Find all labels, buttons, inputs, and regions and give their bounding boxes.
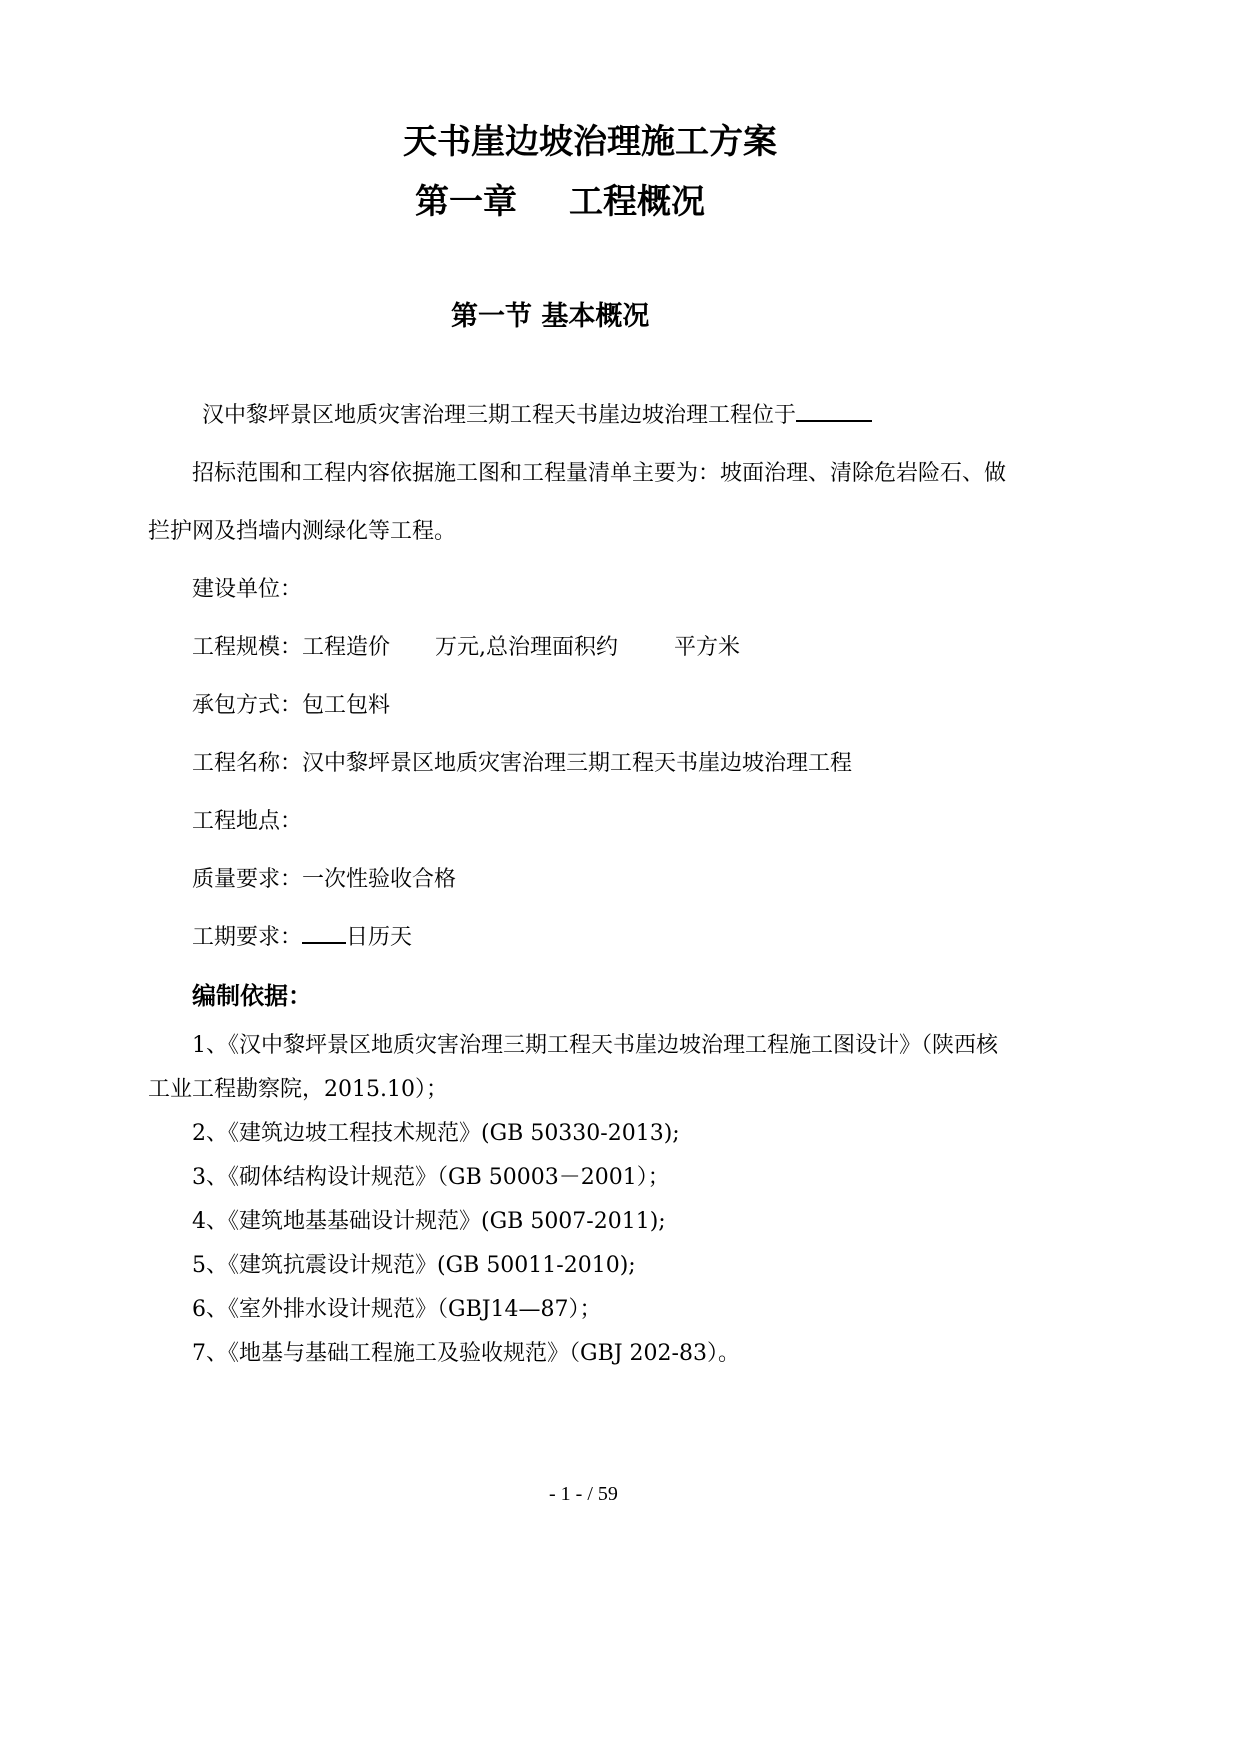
chapter-heading [415,174,705,223]
basis-item-4: 4、《建筑地基基础设计规范》(GB 5007-2011); [192,1209,666,1234]
basis-item-1-line-1: 1、《汉中黎坪景区地质灾害治理三期工程天书崖边坡治理工程施工图设计》（陕西核 [192,1033,998,1058]
intro-text-1: 汉中黎坪景区地质灾害治理三期工程天书崖边坡治理工程位于 [202,403,797,428]
period-unit: 日历天 [346,925,413,950]
scale-label: 工程规模：工程造价 [192,635,391,660]
project-name-field: 工程名称：汉中黎坪景区地质灾害治理三期工程天书崖边坡治理工程 [192,751,853,776]
location-blank [796,400,872,422]
scale-unit: 平方米 [674,635,741,660]
basis-item-7: 7、《地基与基础工程施工及验收规范》（GBJ 202-83）。 [192,1341,740,1366]
intro-line-2: 招标范围和工程内容依据施工图和工程量清单主要为：坡面治理、清除危岩险石、做 [192,461,1007,486]
page-number: - 1 - / 59 [549,1483,618,1505]
location-field: 工程地点： [192,809,303,834]
period-blank [302,922,346,944]
quality-field: 质量要求：一次性验收合格 [192,867,457,892]
scale-mid: 万元,总治理面积约 [435,635,619,660]
basis-item-3: 3、《砌体结构设计规范》（GB 50003－2001）； [192,1165,670,1190]
basis-heading: 编制依据： [192,982,312,1010]
contract-field: 承包方式：包工包料 [192,693,391,718]
section-heading: 第一节 基本概况 [451,301,650,332]
intro-line-3: 拦护网及挡墙内测绿化等工程。 [148,519,457,544]
build-unit-field: 建设单位： [192,577,303,602]
chapter-number: 第一章 [415,182,517,222]
chapter-name: 工程概况 [569,182,705,222]
document-title: 天书崖边坡治理施工方案 [403,122,777,162]
basis-item-6: 6、《室外排水设计规范》（GBJ14—87）； [192,1297,602,1322]
period-label: 工期要求： [192,925,303,950]
basis-item-2: 2、《建筑边坡工程技术规范》(GB 50330-2013); [192,1121,680,1146]
period-field [192,920,412,951]
basis-item-5: 5、《建筑抗震设计规范》(GB 50011-2010); [192,1253,636,1278]
basis-item-1-line-2: 工业工程勘察院，2015.10）； [148,1077,448,1102]
intro-line-1 [202,398,872,429]
scale-field [192,630,740,661]
